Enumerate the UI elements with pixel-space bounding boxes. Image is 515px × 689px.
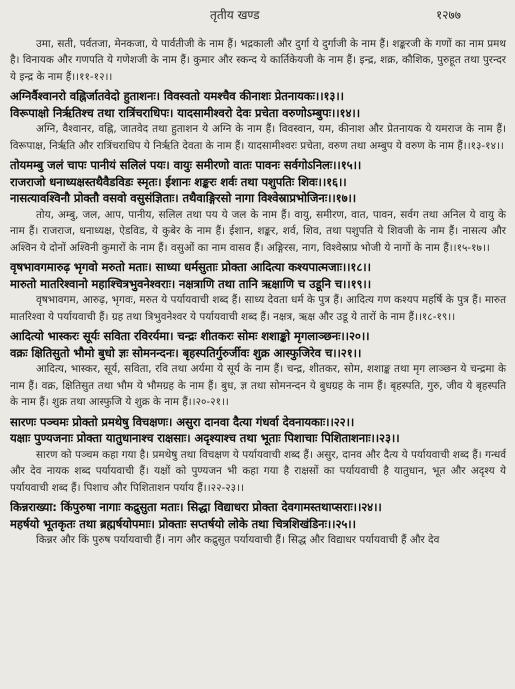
page-number: १२७७ (436, 8, 461, 22)
commentary-paragraph: अग्नि, वैश्वानर, वह्नि, जातवेद तथा हुताशन ये अग्नि के नाम हैं। विवस्वान, यम, कीनाश और प्रेतनायक ये यमराज के नाम हैं। विरूपाक्ष, निर्ऋति और रात्रिंचराधिप ये निर्ऋति देवता के नाम हैं। यादसामीश्वरः प्रचेता, वरुण तथा अम्बुप ये वरुण के नाम हैं।।१३-१४।। (10, 123, 506, 152)
verse-line: राजराजो धनाध्यक्षस्तथैवैडविडः स्मृतः। ईशानः शङ्करः शर्वः तथा पशुपतिः शिवः।।१६।। (10, 174, 347, 189)
commentary-paragraph: तोय, अम्बु, जल, आप, पानीय, सलिल तथा पय ये जल के नाम हैं। वायु, समीरण, वात, पावन, सर्वग तथा अनिल ये वायु के नाम हैं। राजराज, धनाध्यक्ष, ऐडविड, ये कुबेर के नाम हैं। ईशान, शङ्कर, शर्व, शिव, तथा पशुपति ये शिवजी के नाम हैं। नासत्य और अश्विन ये दोनों अश्विनी कुमारों के नाम हैं। वसुओं का नाम वासव हैं। अङ्गिरस, नाग, विश्वेस्राप्र भोजी ये नागों के नाम हैं।।१५-१७।। (10, 209, 506, 254)
commentary-paragraph: सारण को पञ्चम कहा गया है। प्रमथेषु तथा विचक्षण ये पर्यायवाची शब्द हैं। असुर, दानव और दैत्य ये पर्यायवाची शब्द हैं। गन्धर्व और देव नायक शब्द पर्यायवाची हैं। यक्षों को पुण्यजन भी कहा गया है राक्षसों का पर्यायवाची है यातुधान, भूत और अदृश्य ये पर्यायवाची शब्द हैं। पिशाच और पिशिताशन पर्याय हैं।।२२-२३।। (10, 448, 506, 494)
section-title: तृतीय खण्ड (210, 8, 260, 22)
commentary-paragraph: उमा, सती, पर्वतजा, मेनकजा, ये पार्वतीजी के नाम हैं। भद्रकाली और दुर्गा ये दुर्गाजी के नाम हैं। शङ्करजी के गणों का नाम प्रमथ है। विनायक और गणपति ये गणेशजी के नाम हैं। कुमार और स्कन्द ये कार्तिकेयजी के नाम हैं। इन्द्र, शक्र, कौशिक, पुरुहूत तथा पुरन्दर ये इन्द्र के नाम हैं।।११-१२।। (10, 38, 506, 83)
verse-line: अग्निर्वैश्वानरो वह्निर्जातवेदो हुताशनः। विवस्वतो यमश्चैव कीनाशः प्रेतनायकः।।१३।। (10, 89, 344, 104)
commentary-paragraph: आदित्य, भास्कर, सूर्य, सविता, रवि तथा अर्यमा ये सूर्य के नाम हैं। चन्द्र, शीतकर, सोम, शशाङ्क तथा मृग लाञ्छन ये चन्द्रमा के नाम हैं। वक्र, क्षितिसुत तथा भौम ये भौमग्रह के नाम हैं। बुध, ज्ञ तथा सोमनन्दन ये बुधग्रह के नाम हैं। बृहस्पति, गुरु, जीव ये बृहस्पति के नाम हैं। शुक्र तथा आस्फुजि ये शुक्र के नाम हैं।।२०-२१।। (10, 363, 506, 409)
verse-line: किन्नराख्या: किंपुरुषा नागाः कद्रुसुता मताः। सिद्धा विद्याधरा प्रोक्ता देवगामस्तथाप्सराः।।२४।। (10, 500, 382, 515)
verse-line: आदित्यो भास्करः सूर्यः सविता रविरर्यमा। चन्द्रः शीतकरः सोमः शशाङ्को मृगलाञ्छनः।।२०।। (10, 329, 370, 344)
page-header (0, 6, 515, 28)
commentary-paragraph: किन्नर और किं पुरुष पर्यायवाची हैं। नाग और कद्रुसुत पर्यायवाची हैं। सिद्ध और विद्याधर पर्यायवाची हैं और देव (36, 534, 440, 547)
verse-line: वृषभावगमारुढ़ भृगवो मरुतो मताः। साध्या धर्मसुताः प्रोक्ता आदित्या कश्यपात्मजाः।।१८।। (10, 260, 371, 275)
verse-line: मारुतो मातरिश्वानो महाश्चित्रभुवनेश्वराः। नक्षत्राणि तथा तानि ऋक्षाणि च उडूनि च।।१९।। (10, 276, 372, 291)
commentary-paragraph: वृषभावगम, आरुढ़, भृगवः, मरुत ये पर्यायवाची शब्द हैं। साध्य देवता धर्म के पुत्र हैं। आदित्य गण कश्यप महर्षि के पुत्र हैं। मारुत मातरिश्वा ये पर्यायवाची हैं। ग्रह तथा त्रिभुवनेश्वर ये पर्यायवाची शब्द हैं। नक्षत्र, ऋक्ष और उडू ये तारों के नाम हैं।।१८-१९।। (10, 294, 506, 323)
page-content (10, 36, 506, 549)
verse-line: विरूपाक्षो निर्ऋतिश्च तथा रात्रिंचराधिपः। यादसामीश्वरो देवः प्रचेता वरुणोऽम्बुपः।।१४।। (10, 105, 360, 120)
verse-line: नासत्यावश्विनौ प्रोक्तौ वसवो वसुसंज्ञिताः। तथैवाङ्गिरसो नागा विश्वेस्राप्रभोजिनः।।१७।। (10, 191, 357, 206)
verse-line: वक्रः क्षितिसुतो भौमो बुधो ज्ञः सोमनन्दनः। बृहस्पतिर्गुरुर्जीवः शुक्र आस्फुजिरेव च।।२१।। (10, 345, 362, 360)
verse-line: महर्षयो भूतकृतः तथा ब्रह्मर्षयोपमाः। प्रोक्ताः सप्तर्षयो लोके तथा चित्रशिखंडिनः।।२५।। (10, 516, 356, 531)
verse-line: तोयमम्बु जलं चापः पानीयं सलिलं पयः। वायुः समीरणो वातः पावनः सर्वगोऽनिलः।।१५।। (10, 158, 362, 173)
verse-line: यक्षाः पुण्यजनाः प्रोक्ता यातुधानाश्च राक्षसाः। अदृश्याश्च तथा भूताः पिशाचाः पिशिताशनाः।।२३।। (10, 431, 400, 446)
verse-line: सारणः पञ्चमः प्रोक्तो प्रमथेषु विचक्षणः। असुरा दानवा दैत्या गंधर्वा देवनायकाः।।२२।। (10, 414, 355, 429)
